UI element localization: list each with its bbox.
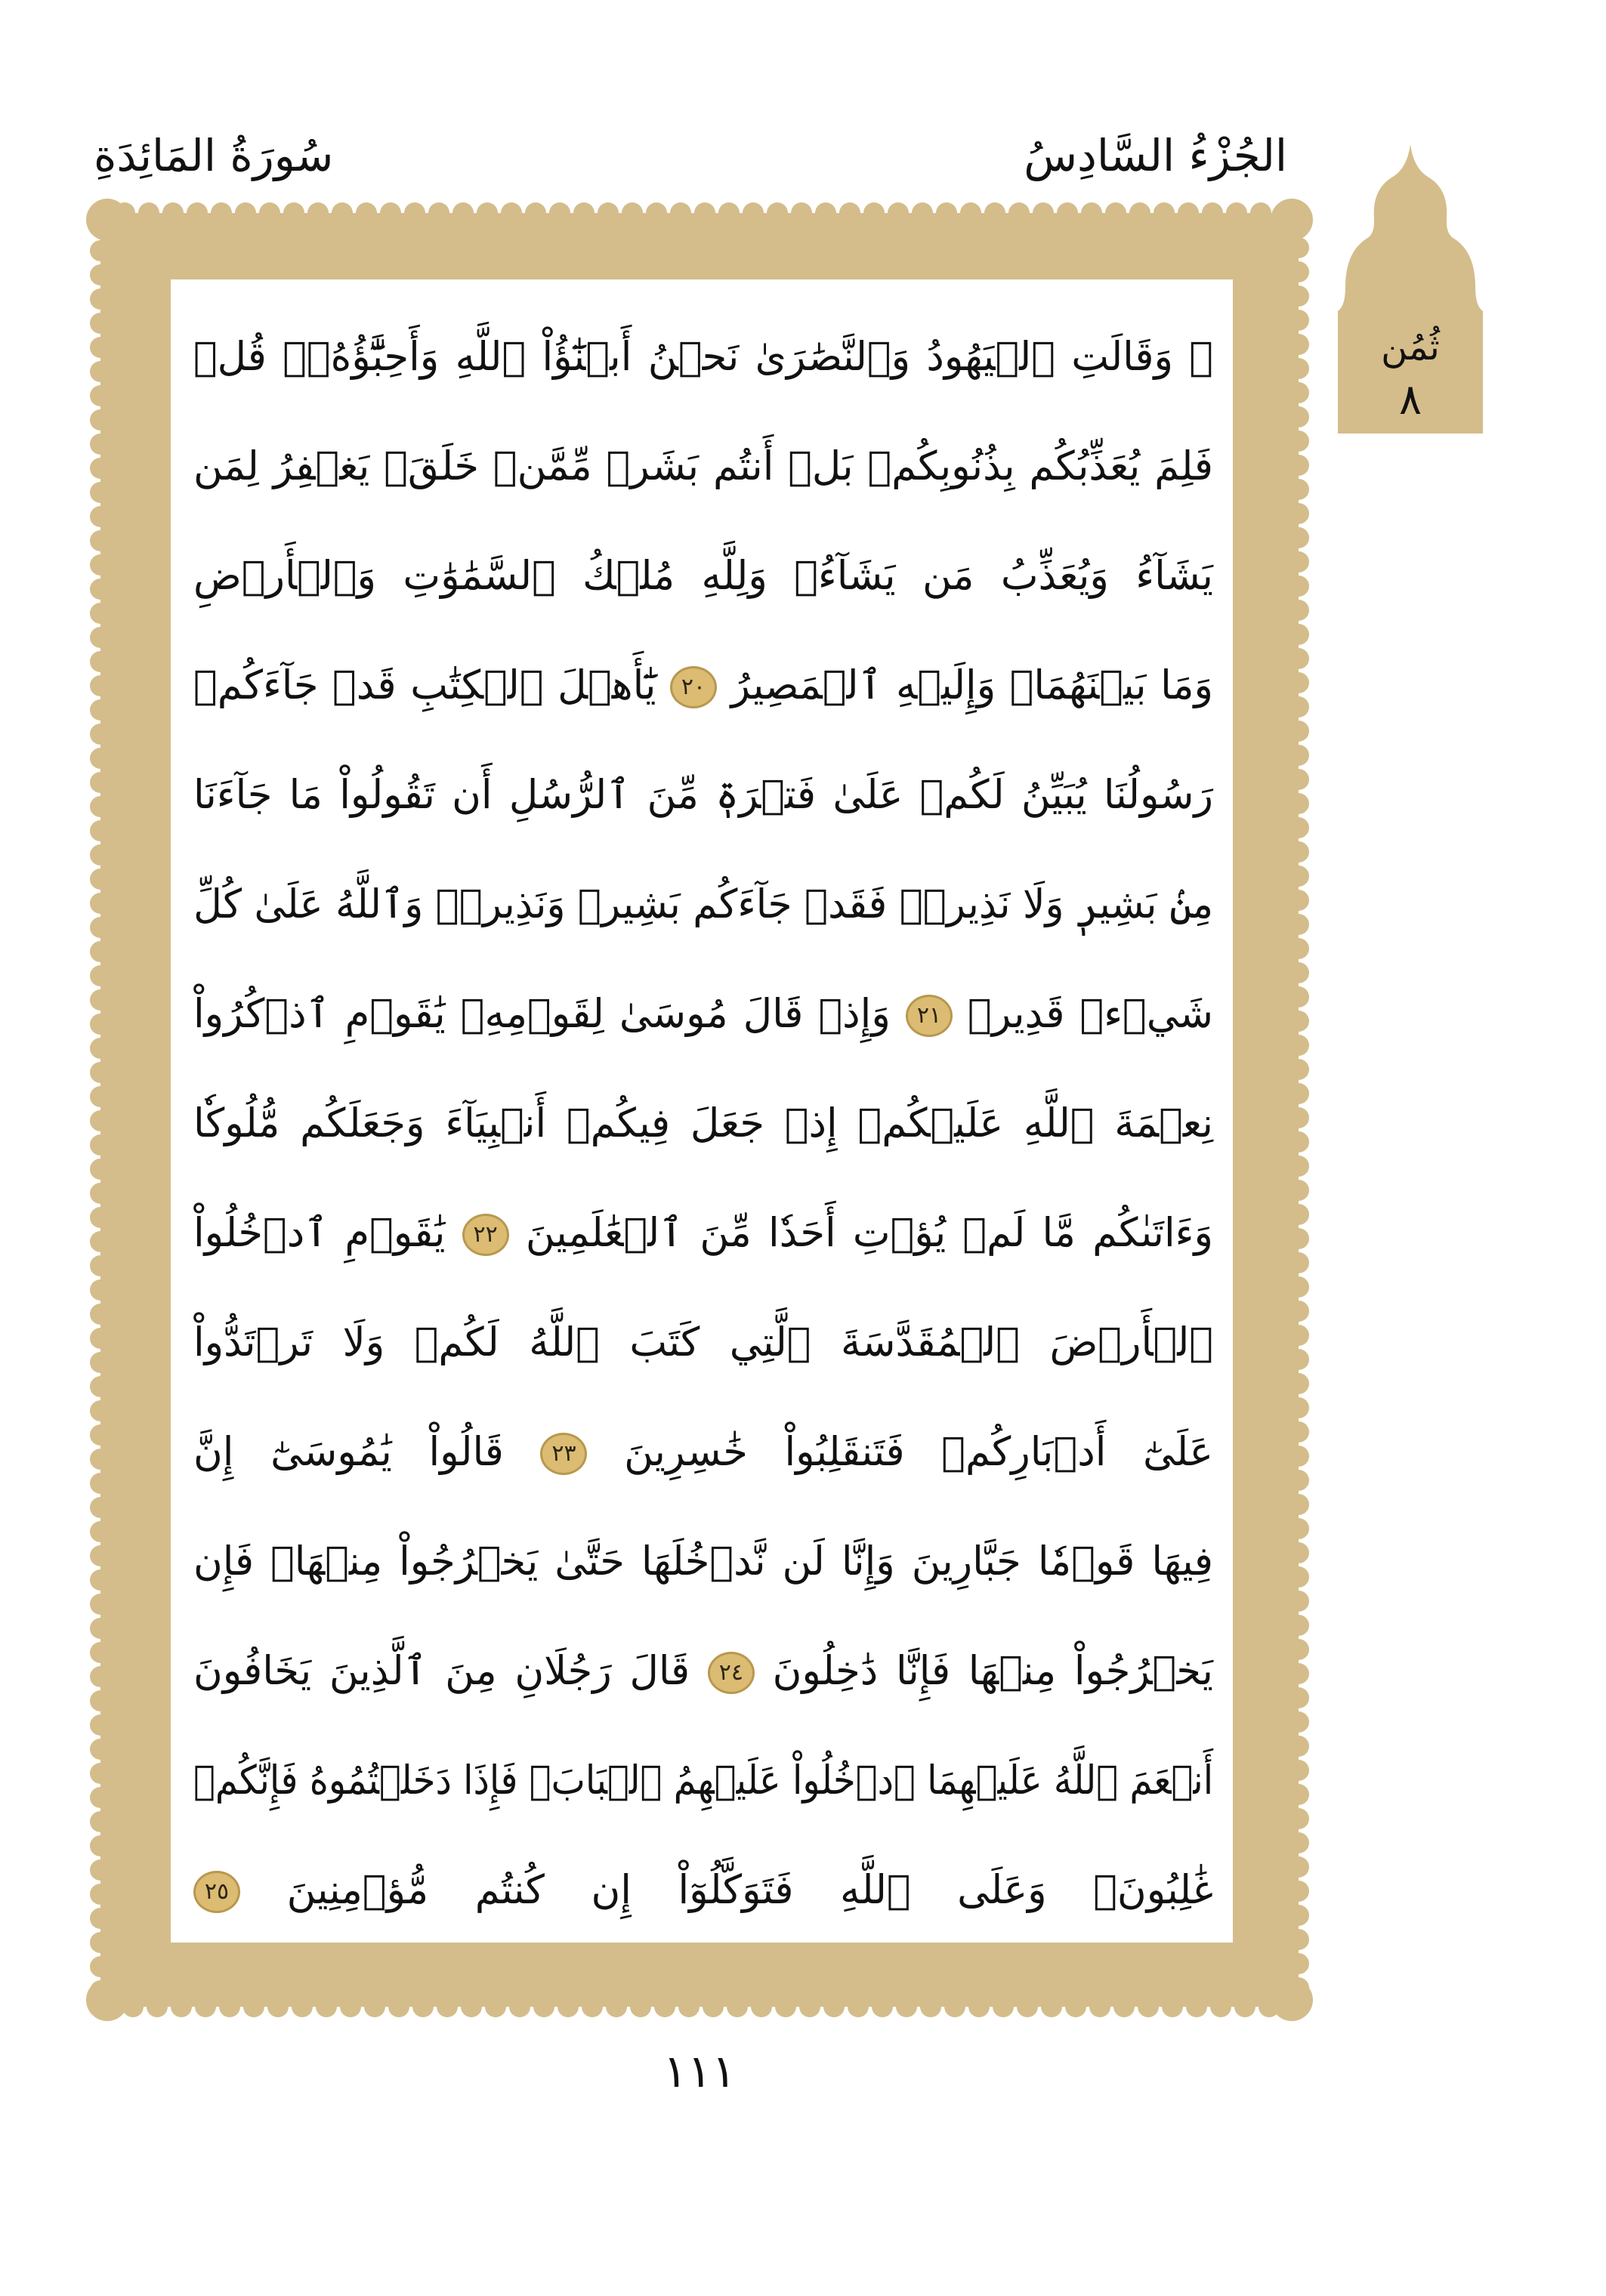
quran-line (193, 959, 1213, 1069)
quran-line-content (193, 771, 1213, 819)
verse-text: يَشَآءُ وَيُعَذِّبُ مَن يَشَآءُۚ وَلِلَّهِ مُلۡكُ ٱلسَّمَٰوَٰتِ وَٱلۡأَرۡضِ (193, 552, 1213, 599)
quran-line-content (193, 443, 1213, 490)
verse-text: فَلِمَ يُعَذِّبُكُم بِذُنُوبِكُمۖ بَلۡ أَنتُم بَشَرٞ مِّمَّنۡ خَلَقَۚ يَغۡفِرُ لِمَن (193, 443, 1213, 489)
quran-line-content (193, 1319, 1213, 1366)
quran-line (193, 1069, 1213, 1178)
quran-line (193, 740, 1213, 850)
quran-line (193, 1616, 1213, 1726)
verse-text: قَالَ رَجُلَانِ مِنَ ٱلَّذِينَ يَخَافُونَ (193, 1647, 690, 1694)
verse-text: وَإِذۡ قَالَ مُوسَىٰ لِقَوۡمِهِۦ يَٰقَوۡمِ ٱذۡكُرُواْ (193, 990, 891, 1037)
quran-line-content (193, 1538, 1213, 1585)
quran-line (193, 850, 1213, 959)
ayah-number-marker (193, 1871, 240, 1913)
verse-text: ۞ وَقَالَتِ ٱلۡيَهُودُ وَٱلنَّصَٰرَىٰ نَحۡنُ أَبۡنَٰٓؤُاْ ٱللَّهِ وَأَحِبَّٰٓؤُهُۥۚ قُلۡ (193, 333, 1213, 380)
quran-text-block (193, 302, 1213, 1945)
ayah-number: ٢٤ (718, 1659, 744, 1687)
ayah-number-marker (708, 1652, 755, 1694)
quran-line (193, 302, 1213, 412)
quran-line (193, 631, 1213, 740)
verse-text: يَخۡرُجُواْ مِنۡهَا فَإِنَّا دَٰخِلُونَ (772, 1647, 1213, 1694)
ayah-number-marker (906, 995, 953, 1037)
verse-text: عَلَىٰٓ أَدۡبَارِكُمۡ فَتَنقَلِبُواْ خَٰسِرِينَ (624, 1428, 1213, 1475)
verse-text: قَالُواْ يَٰمُوسَىٰٓ إِنَّ (193, 1428, 504, 1475)
quran-line (193, 1178, 1213, 1288)
quran-line-content (193, 881, 1213, 928)
frame-corner-ornament (1271, 199, 1313, 241)
surah-title: سُورَةُ المَائِدَةِ (94, 130, 334, 181)
ayah-number: ٢٣ (551, 1440, 576, 1467)
verse-text: غَٰلِبُونَۚ وَعَلَى ٱللَّهِ فَتَوَكَّلُوٓاْ إِن كُنتُم مُّؤۡمِنِينَ (286, 1866, 1213, 1913)
verse-text: رَسُولُنَا يُبَيِّنُ لَكُمۡ عَلَىٰ فَتۡرَةٖ مِّنَ ٱلرُّسُلِ أَن تَقُولُواْ مَا جَآءَنَا (193, 771, 1213, 818)
verse-text: فِيهَا قَوۡمٗا جَبَّارِينَ وَإِنَّا لَن نَّدۡخُلَهَا حَتَّىٰ يَخۡرُجُواْ مِنۡهَاۖ فَإِن (193, 1538, 1213, 1585)
quran-line-content (193, 1866, 1213, 1914)
quran-line (193, 1726, 1213, 1835)
page-number: ١١١ (662, 2045, 737, 2098)
ayah-number: ٢٢ (473, 1221, 498, 1248)
quran-line (193, 1397, 1213, 1507)
quran-line-content (193, 1647, 1213, 1695)
quran-line (193, 521, 1213, 631)
ayah-number: ٢١ (916, 1002, 942, 1029)
verse-text: شَيۡءٖ قَدِيرٞ (968, 990, 1213, 1037)
hizb-marker-label: ثُمُن (1381, 326, 1440, 369)
verse-text: ٱلۡأَرۡضَ ٱلۡمُقَدَّسَةَ ٱلَّتِي كَتَبَ ٱللَّهُ لَكُمۡ وَلَا تَرۡتَدُّواْ (193, 1319, 1213, 1366)
quran-line-content (193, 1209, 1213, 1257)
quran-line-content (193, 1757, 1213, 1804)
juz-title: الجُزْءُ السَّادِسُ (1024, 130, 1287, 181)
ayah-number: ٢٠ (681, 674, 706, 701)
ayah-number-marker (670, 666, 717, 708)
ayah-number-marker (462, 1214, 509, 1256)
quran-line (193, 412, 1213, 521)
verse-text: أَنۡعَمَ ٱللَّهُ عَلَيۡهِمَا ٱدۡخُلُواْ عَلَيۡهِمُ ٱلۡبَابَۖ فَإِذَا دَخَلۡتُمُوهُ فَإِنَّكُمۡ (193, 1757, 1213, 1804)
quran-line (193, 1835, 1213, 1945)
quran-line-content (193, 552, 1213, 600)
verse-text: يَٰقَوۡمِ ٱدۡخُلُواْ (193, 1209, 446, 1256)
verse-text: وَمَا بَيۡنَهُمَاۖ وَإِلَيۡهِ ٱلۡمَصِيرُ (730, 662, 1213, 708)
verse-text: نِعۡمَةَ ٱللَّهِ عَلَيۡكُمۡ إِذۡ جَعَلَ فِيكُمۡ أَنۢبِيَآءَ وَجَعَلَكُم مُّلُوكٗا (193, 1100, 1213, 1146)
ayah-number: ٢٥ (204, 1878, 230, 1906)
quran-line (193, 1288, 1213, 1397)
quran-line-content (193, 1428, 1213, 1476)
quran-line-content (193, 1100, 1213, 1147)
frame-corner-ornament (1271, 1979, 1313, 2021)
quran-line-content (193, 662, 1213, 709)
verse-text: مِنۢ بَشِيرٖ وَلَا نَذِيرٖۖ فَقَدۡ جَآءَكُم بَشِيرٞ وَنَذِيرٞۗ وَٱللَّهُ عَلَىٰ كُلِّ (193, 881, 1213, 927)
verse-text: يَٰٓأَهۡلَ ٱلۡكِتَٰبِ قَدۡ جَآءَكُمۡ (193, 662, 656, 708)
quran-line-content (193, 333, 1213, 381)
verse-text: وَءَاتَىٰكُم مَّا لَمۡ يُؤۡتِ أَحَدٗا مِّنَ ٱلۡعَٰلَمِينَ (525, 1209, 1213, 1256)
hizb-marker-number: ٨ (1398, 375, 1422, 424)
quran-line (193, 1507, 1213, 1616)
frame-corner-ornament (86, 1979, 128, 2021)
frame-corner-ornament (86, 199, 128, 241)
ayah-number-marker (540, 1433, 587, 1475)
quran-line-content (193, 990, 1213, 1038)
